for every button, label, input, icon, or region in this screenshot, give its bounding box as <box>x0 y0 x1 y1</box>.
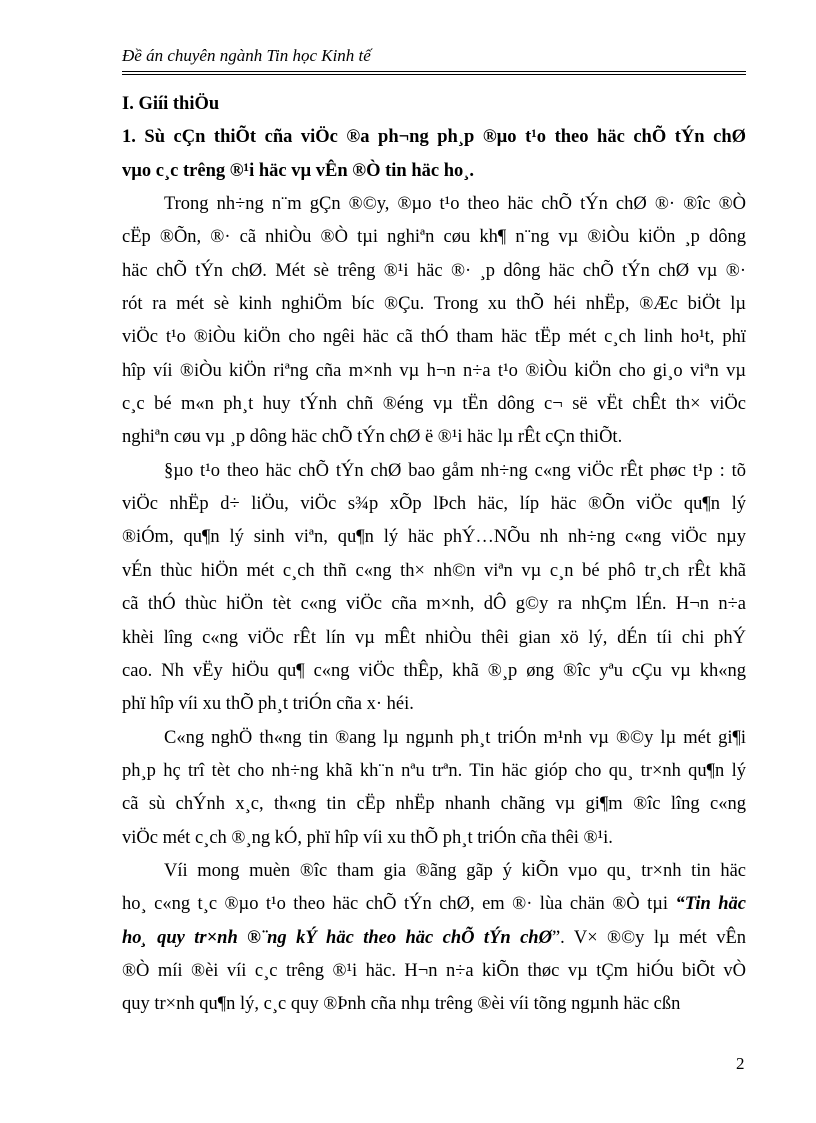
text-run: hîp víi ®iÒu kiÖn riªng cña m×nh vµ h¬n n÷a t¹o ®iÒu kiÖn cho gi¸o viªn vµ <box>122 360 746 381</box>
text-run: häc chÕ tÝn chØ. Mét sè trêng ®¹i häc ®· ¸p dông häc chÕ tÝn chØ vµ ®· <box>122 260 746 281</box>
paragraph-line <box>122 388 746 421</box>
paragraph-line <box>122 255 746 288</box>
paragraph-line <box>122 355 746 388</box>
paragraph-line <box>122 521 746 554</box>
text-run: C«ng nghÖ th«ng tin ®ang lµ ngµnh ph¸t triÓn m¹nh vµ ®©y lµ mét gi¶i <box>164 727 746 748</box>
text-run: ®Ò míi ®èi víi c¸c trêng ®¹i häc. H¬n n÷a kiÕn thøc vµ tÇm hiÓu biÕt vÒ <box>122 960 746 981</box>
emphasized-title-text: ho¸ quy tr×nh ®¨ng kÝ häc theo häc chÕ tÝn chØ <box>122 927 552 948</box>
text-run: cã thÓ thùc hiÖn tèt c«ng viÖc cña m×nh, dÔ g©y ra nhÇm lÉn. H¬n n÷a <box>122 594 746 615</box>
paragraph-line <box>122 321 746 354</box>
paragraph-line <box>122 722 746 755</box>
paragraph-line <box>122 655 746 688</box>
text-run: quy tr×nh qu¶n lý, c¸c quy ®Þnh cña nhµ trêng ®èi víi tõng ngµnh häc cßn <box>122 994 681 1015</box>
section-heading: I. Giíi thiÖu <box>122 94 220 114</box>
text-run: cËp ®Õn, ®· cã nhiÒu ®Ò tµi nghiªn cøu kh¶ n¨ng vµ ®iÒu kiÖn ¸p dông <box>122 227 746 248</box>
text-run: Víi mong muèn ®îc tham gia ®ãng gãp ý kiÕn vµo qu¸ tr×nh tin häc <box>164 860 746 881</box>
paragraph-line <box>122 221 746 254</box>
text-run: cã sù chÝnh x¸c, th«ng tin cËp nhËp nhanh chãng vµ gi¶m ®îc lîng c«ng <box>122 794 746 815</box>
text-run: rót ra mét sè kinh nghiÖm bíc ®Çu. Trong xu thÕ héi nhËp, ®Æc biÖt lµ <box>122 294 746 315</box>
text-run: ho¸ c«ng t¸c ®µo t¹o theo häc chÕ tÝn chØ, em ®· lùa chän ®Ò tµi <box>122 894 676 915</box>
text-run: c¸c bé m«n ph¸t huy tÝnh chñ ®éng vµ tËn dông c¬ së vËt chÊt th× viÖc <box>122 394 746 415</box>
paragraph-line <box>122 755 746 788</box>
paragraph-line <box>122 988 746 1021</box>
paragraph-line <box>122 888 746 921</box>
text-run: viÖc t¹o ®iÒu kiÖn cho ngêi häc cã thÓ tham häc tËp mét c¸ch linh ho¹t, phï <box>122 327 746 348</box>
paragraph-line <box>122 688 746 721</box>
text-run: ph¸p hç trî tèt cho nh÷ng khã kh¨n nªu trªn. Tin häc gióp cho qu¸ tr×nh qu¶n lý <box>122 760 746 781</box>
document-header: Đề án chuyên ngành Tin học Kinh tế <box>122 46 371 65</box>
text-run: ”. V× ®©y lµ mét vÊn <box>551 927 746 948</box>
text-run: phï hîp víi xu thÕ ph¸t triÓn cña x· héi. <box>122 694 414 715</box>
paragraph-line <box>122 822 746 855</box>
paragraph-line <box>122 588 746 621</box>
paragraph-line <box>122 455 746 488</box>
paragraph-line <box>122 555 746 588</box>
paragraph-line <box>122 488 746 521</box>
paragraph-line <box>122 855 746 888</box>
text-run: viÖc mét c¸ch ®¸ng kÓ, phï hîp víi xu thÕ ph¸t triÓn cña thêi ®¹i. <box>122 827 613 848</box>
header-double-rule <box>122 71 746 75</box>
text-run: Trong nh÷ng n¨m gÇn ®©y, ®µo t¹o theo häc chÕ tÝn chØ ®· ®îc ®Ò <box>164 194 746 215</box>
text-run: §µo t¹o theo häc chÕ tÝn chØ bao gåm nh÷ng c«ng viÖc rÊt phøc t¹p : tõ <box>164 460 746 481</box>
paragraph-line <box>122 788 746 821</box>
document-body <box>122 88 746 1022</box>
subheading-line: vµo c¸c trêng ®¹i häc vµ vÊn ®Ò tin häc ho¸. <box>122 160 475 181</box>
text-run: vÉn thùc hiÖn mét c¸ch thñ c«ng th× nh©n viªn vµ c¸n bé phô tr¸ch rÊt khã <box>122 560 746 581</box>
paragraph-line <box>122 188 746 221</box>
text-run: nghiªn cøu vµ ¸p dông häc chÕ tÝn chØ ë ®¹i häc lµ rÊt cÇn thiÕt. <box>122 427 623 448</box>
text-run: viÖc nhËp d÷ liÖu, viÖc s¾p xÕp lÞch häc, líp häc ®Õn viÖc qu¶n lý <box>122 494 746 515</box>
text-run: cao. Nh vËy hiÖu qu¶ c«ng viÖc thÊp, khã ®¸p øng ®îc yªu cÇu vµ kh«ng <box>122 660 746 681</box>
paragraph-line <box>122 622 746 655</box>
subheading-line: 1. Sù cÇn thiÕt cña viÖc ®a ph¬ng ph¸p ®µo t¹o theo häc chÕ tÝn chØ <box>122 127 746 148</box>
page-number: 2 <box>736 1054 745 1073</box>
paragraph-line <box>122 421 746 454</box>
text-run: ®iÓm, qu¶n lý sinh viªn, qu¶n lý häc phÝ…NÕu nh nh÷ng c«ng viÖc nµy <box>122 527 746 548</box>
paragraph-line <box>122 288 746 321</box>
emphasized-title-text: “Tin häc <box>675 894 746 915</box>
text-run: khèi lîng c«ng viÖc rÊt lín vµ mÊt nhiÒu thêi gian xö lý, dÉn tíi chi phÝ <box>122 627 746 648</box>
paragraph-line <box>122 955 746 988</box>
paragraph-line <box>122 922 746 955</box>
